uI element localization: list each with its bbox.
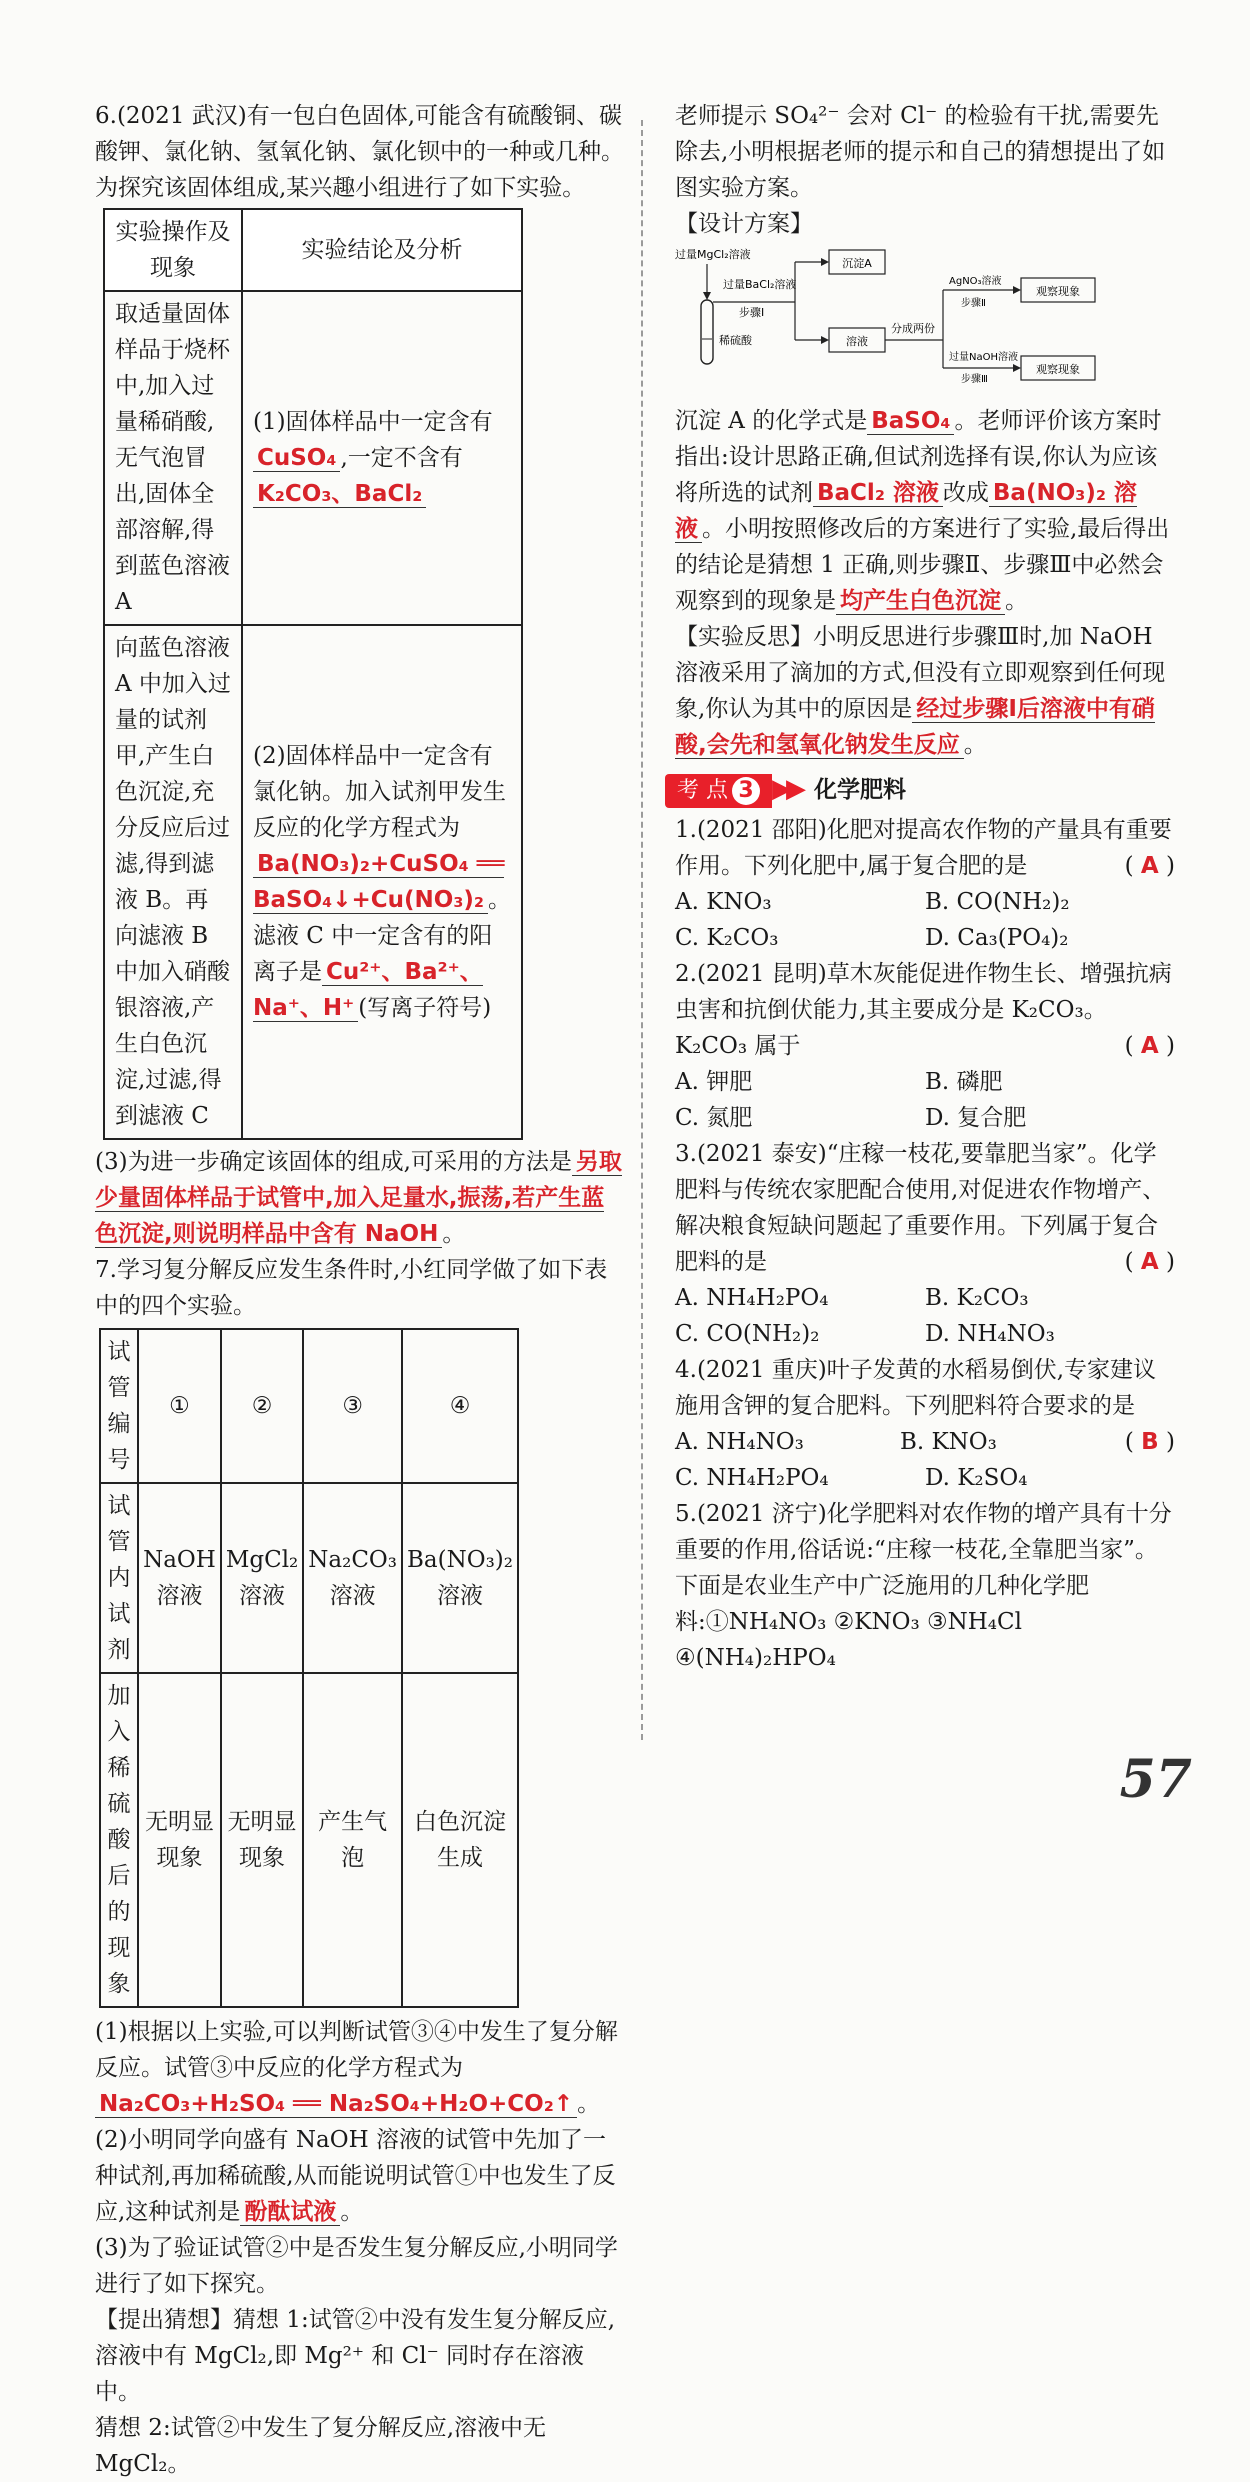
diagram-step2-label: 步骤Ⅱ <box>961 298 986 309</box>
q6-answer-2: K₂CO₃、BaCl₂ <box>253 481 426 508</box>
section-heading <box>665 771 1175 808</box>
q6-table <box>103 208 523 1140</box>
q6-part3: (3)为进一步确定该固体的组成,可采用的方法是 另取少量固体样品于试管中,加入足量水,振荡,若产生蓝色沉淀,则说明样品中含有 NaOH 。 <box>95 1149 622 1247</box>
diagram-precipitate-box: 沉淀A <box>842 257 872 270</box>
right-answer-5: 经过步骤Ⅰ后溶液中有硝酸,会先和氢氧化钠发生反应 <box>675 696 1155 758</box>
diagram-solution-box: 溶液 <box>846 335 868 348</box>
q7-table <box>99 1328 519 2008</box>
diagram-agno3-label: AgNO₃溶液 <box>949 276 1002 287</box>
q6-row1-right: (1)固体样品中一定含有CuSO₄ ,一定不含有K₂CO₃、BaCl₂ <box>242 291 522 625</box>
q7-stem: 7.学习复分解反应发生条件时,小红同学做了如下表中的四个实验。 <box>95 1257 608 1319</box>
q7-table-h1: ① <box>138 1329 221 1483</box>
q7-answer-2: 酚酞试液 <box>240 2199 340 2226</box>
q7-r2-c1: 无明显现象 <box>138 1673 221 2007</box>
q7-guess2: 猜想 2:试管②中发生了复分解反应,溶液中无 MgCl₂。 <box>95 2415 547 2477</box>
q6-table-header-2: 实验结论及分析 <box>242 209 522 291</box>
q6-row1-left: 取适量固体样品于烧杯中,加入过量稀硝酸,无气泡冒出,固体全部溶解,得到蓝色溶液 A <box>104 291 242 625</box>
fert-q3: 3.(2021 泰安)“庄稼一枝花,要靠肥当家”。化学肥料与传统农家肥配合使用,对促进农作物增产、解决粮食短缺问题起了重要作用。下列属于复合肥料的是 ( A ) A. NH₄H₂PO₄ B. K₂CO₃ C. CO(NH₂)₂ D. NH₄NO₃ <box>675 1141 1175 1347</box>
design-heading: 【设计方案】 <box>675 211 813 237</box>
q7-r2-c3: 产生气泡 <box>303 1673 402 2007</box>
diagram-naoh-label: 过量NaOH溶液 <box>949 352 1018 363</box>
q7-r2-c4: 白色沉淀生成 <box>402 1673 518 2007</box>
fert-q3-answer: A <box>1140 1249 1159 1275</box>
double-arrow-icon: ▶▶ <box>772 774 800 804</box>
q7-guess1: 【提出猜想】猜想 1:试管②中没有发生复分解反应,溶液中有 MgCl₂,即 Mg²⁺ 和 Cl⁻ 同时存在溶液中。 <box>95 2307 616 2405</box>
q6-answer-5: 另取少量固体样品于试管中,加入足量水,振荡,若产生蓝色沉淀,则说明样品中含有 NaOH <box>95 1149 622 1247</box>
diagram-observe-box-2: 观察现象 <box>1036 363 1080 376</box>
diagram-step3-label: 步骤Ⅲ <box>961 374 988 384</box>
fert-q1-answer: A <box>1140 853 1159 879</box>
test-tube-icon <box>701 300 713 364</box>
reflection-paragraph: 【实验反思】小明反思进行步骤Ⅲ时,加 NaOH 溶液采用了滴加的方式,但没有立即观察到任何现象,你认为其中的原因是 经过步骤Ⅰ后溶液中有硝酸,会先和氢氧化钠发生反应 。 <box>675 624 1166 758</box>
fert-q2: 2.(2021 昆明)草木灰能促进作物生长、增强抗病虫害和抗倒伏能力,其主要成分是 K₂CO₃。K₂CO₃ 属于 ( A ) A. 钾肥 B. 磷肥 C. 氮肥 D. 复合肥 <box>675 961 1175 1131</box>
q7-part1: (1)根据以上实验,可以判断试管③④中发生了复分解反应。试管③中反应的化学方程式为Na₂CO₃+H₂SO₄ ══ Na₂SO₄+H₂O+CO₂↑ 。 <box>95 2019 618 2117</box>
q6-stem: 6.(2021 武汉)有一包白色固体,可能含有硫酸铜、碳酸钾、氯化钠、氢氧化钠、氯化钡中的一种或几种。为探究该固体组成,某兴趣小组进行了如下实验。 <box>95 103 624 201</box>
right-column <box>675 0 1175 1676</box>
q6-row2-left: 向蓝色溶液 A 中加入过量的试剂甲,产生白色沉淀,充分反应后过滤,得到滤液 B。再向滤液 B 中加入硝酸银溶液,产生白色沉淀,过滤,得到滤液 C <box>104 625 242 1139</box>
fert-q1: 1.(2021 邵阳)化肥对提高农作物的产量具有重要作用。下列化肥中,属于复合肥的是 ( A ) A. KNO₃ B. CO(NH₂)₂ C. K₂CO₃ D. Ca₃(PO₄)₂ <box>675 817 1175 951</box>
right-answer-4: 均产生白色沉淀 <box>836 588 1005 615</box>
q6-answer-3: Ba(NO₃)₂+CuSO₄ ══ BaSO₄↓+Cu(NO₃)₂ <box>252 851 505 913</box>
q6-answer-4: Cu²⁺、Ba²⁺、Na⁺、H⁺ <box>252 959 483 1021</box>
diagram-acid-label: 稀硫酸 <box>719 334 752 347</box>
q7-r1-c2: MgCl₂ 溶液 <box>221 1483 303 1673</box>
right-answer-2: BaCl₂ 溶液 <box>813 480 943 507</box>
fert-q2-answer: A <box>1140 1033 1159 1059</box>
q6-answer-1: CuSO₄ <box>253 445 340 472</box>
q7-table-h3: ③ <box>303 1329 402 1483</box>
q7-part3: (3)为了验证试管②中是否发生复分解反应,小明同学进行了如下探究。 <box>95 2235 618 2297</box>
fert-q5: 5.(2021 济宁)化学肥料对农作物的增产具有十分重要的作用,俗话说:“庄稼一枝花,全靠肥当家”。下面是农业生产中广泛施用的几种化学肥料:①NH₄NO₃ ②KNO₃ ③NH₄Cl ④(NH₄)₂HPO₄ <box>675 1501 1172 1671</box>
q7-part2: (2)小明同学向盛有 NaOH 溶液的试管中先加了一种试剂,再加稀硫酸,从而能说明试管①中也发生了反应,这种试剂是 酚酞试液 。 <box>95 2127 616 2225</box>
q7-r1-c1: NaOH 溶液 <box>138 1483 221 1673</box>
q7-r2-c2: 无明显现象 <box>221 1673 303 2007</box>
diagram-split-label: 分成两份 <box>891 322 935 335</box>
q7-r1-c3: Na₂CO₃ 溶液 <box>303 1483 402 1673</box>
q7-r1-label: 试管内试剂 <box>100 1483 138 1673</box>
fert-q4-answer: B <box>1141 1429 1159 1455</box>
q7-r1-c4: Ba(NO₃)₂ 溶液 <box>402 1483 518 1673</box>
diagram-start-label: 过量MgCl₂溶液 <box>675 248 751 261</box>
column-divider <box>641 120 643 1740</box>
precipitate-question: 沉淀 A 的化学式是 BaSO₄ 。老师评价该方案时指出:设计思路正确,但试剂选择有误,你认为应该将所选的试剂 BaCl₂ 溶液 改成 Ba(NO₃)₂ 溶液 。小明按照修改后的方案进行了实验,最后得出的结论是猜想 1 正确,则步骤Ⅱ、步骤Ⅲ中必然会观察到的现象是 均产生白色沉淀 。 <box>675 408 1170 614</box>
q7-answer-1: Na₂CO₃+H₂SO₄ ══ Na₂SO₄+H₂O+CO₂↑ <box>95 2091 577 2118</box>
right-answer-3: Ba(NO₃)₂ 溶液 <box>675 480 1137 542</box>
diagram-reagent-label: 过量BaCl₂溶液 <box>723 278 797 291</box>
section-tag: 考 点 3 <box>665 774 772 808</box>
diagram-step1-label: 步骤Ⅰ <box>739 306 765 319</box>
q6-row2-right: (2)固体样品中一定含有氯化钠。加入试剂甲发生反应的化学方程式为Ba(NO₃)₂+CuSO₄ ══ BaSO₄↓+Cu(NO₃)₂ 。滤液 C 中一定含有的阳离子是 Cu²⁺、Ba²⁺、Na⁺、H⁺ (写离子符号) <box>242 625 522 1139</box>
section-title: 化学肥料 <box>814 777 906 803</box>
page-number: 57 <box>1119 1749 1192 1810</box>
diagram-observe-box-1: 观察现象 <box>1036 285 1080 298</box>
q6-table-header-1: 实验操作及现象 <box>104 209 242 291</box>
right-answer-1: BaSO₄ <box>867 408 954 435</box>
section-number: 3 <box>732 777 760 805</box>
left-column <box>95 0 625 2482</box>
q7-r2-label: 加入稀硫酸后的现象 <box>100 1673 138 2007</box>
fert-q4: 4.(2021 重庆)叶子发黄的水稻易倒伏,专家建议施用含钾的复合肥料。下列肥料符合要求的是 ( B ) A. NH₄NO₃ B. KNO₃ C. NH₄H₂PO₄ D. K₂SO₄ <box>675 1357 1175 1491</box>
q7-table-h4: ④ <box>402 1329 518 1483</box>
q7-table-h0: 试管编号 <box>100 1329 138 1483</box>
hint-paragraph: 老师提示 SO₄²⁻ 会对 Cl⁻ 的检验有干扰,需要先除去,小明根据老师的提示和自己的猜想提出了如图实验方案。 <box>675 103 1166 201</box>
q7-table-h2: ② <box>221 1329 303 1483</box>
experiment-flow-diagram <box>675 244 1175 384</box>
